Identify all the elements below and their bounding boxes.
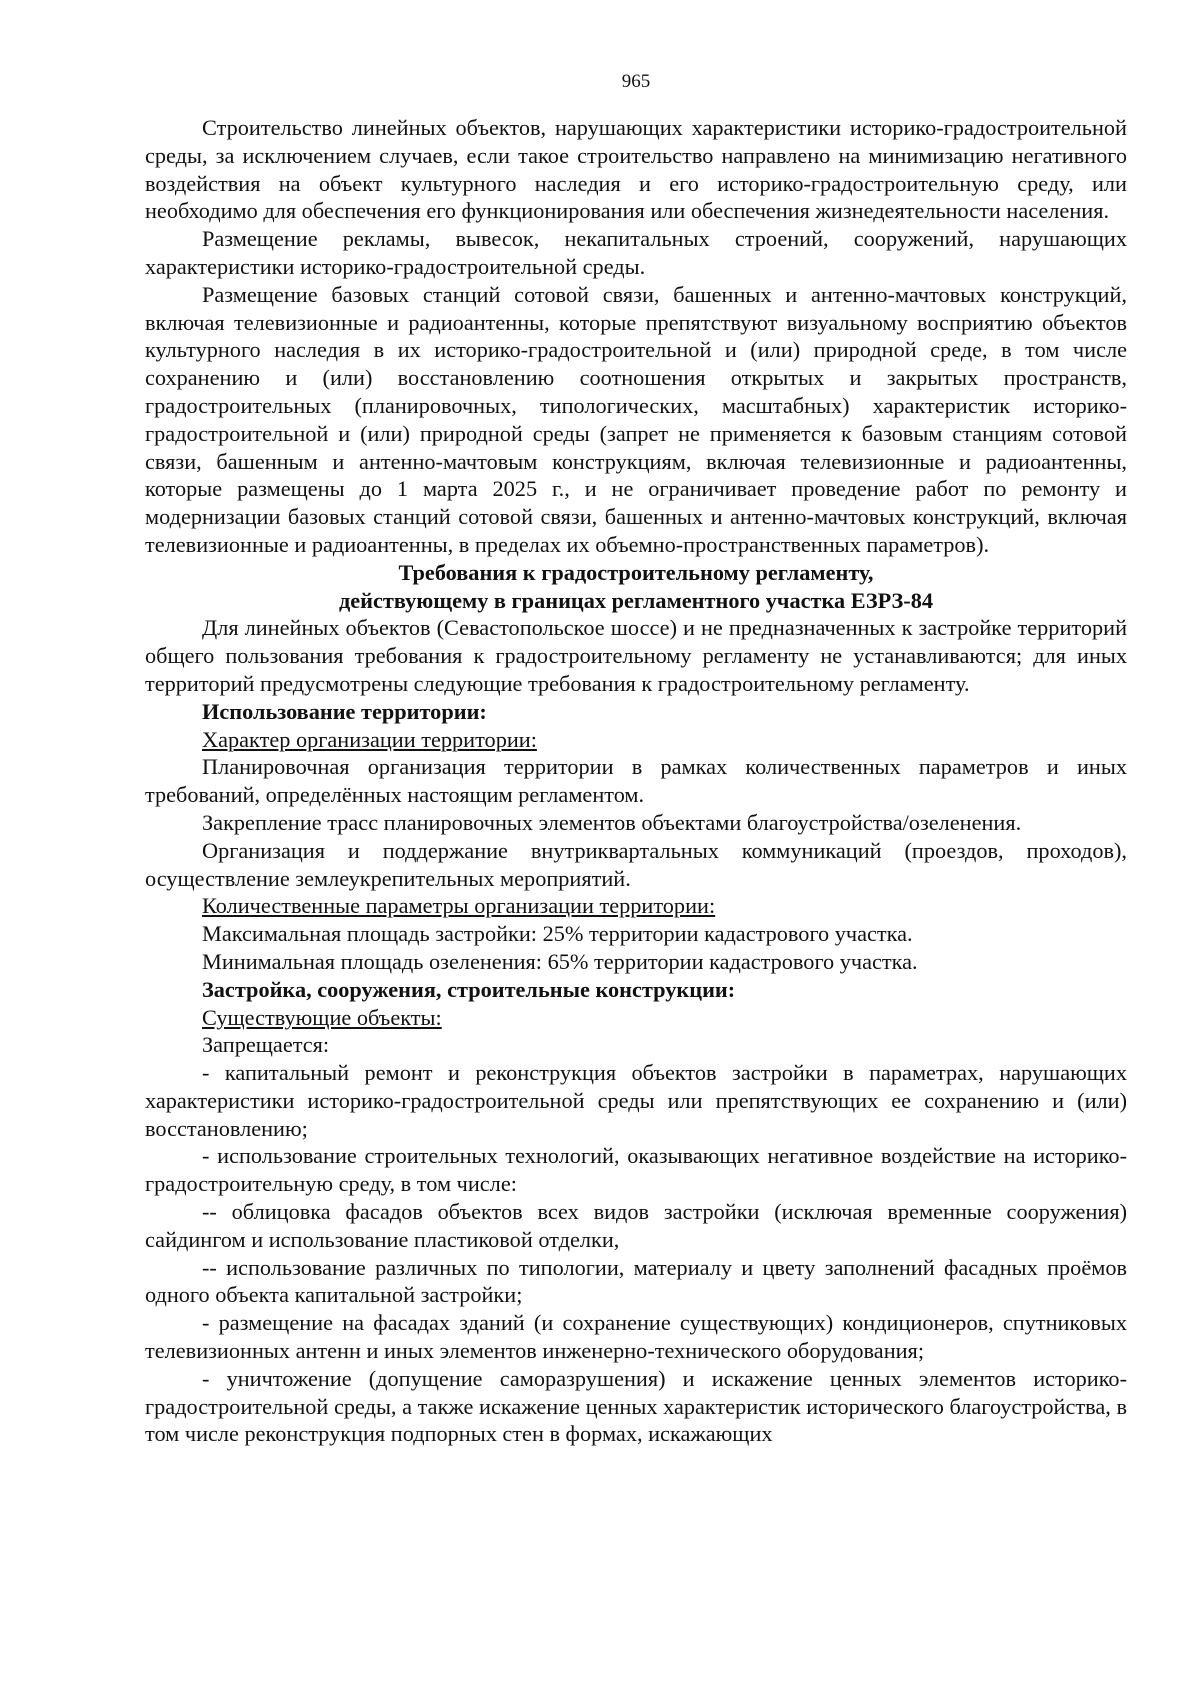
subsection-quantitative-label: Количественные параметры организации территории: xyxy=(202,893,716,919)
subsection-character-label: Характер организации территории: xyxy=(202,726,537,752)
subsection-character xyxy=(145,726,1127,754)
paragraph-max-building-area: Максимальная площадь застройки: 25% территории кадастрового участка. xyxy=(202,921,913,947)
subsection-quantitative xyxy=(145,892,1127,920)
subheading-territory-use: Использование территории: xyxy=(202,698,487,724)
paragraph-advertising: Размещение рекламы, вывесок, некапитальных строений, сооружений, нарушающих характеристики историко-градостроительной среды. xyxy=(145,226,1127,279)
paragraph-prohibited: Запрещается: xyxy=(202,1032,330,1058)
paragraph-base-stations: Размещение базовых станций сотовой связи, башенных и антенно-мачтовых конструкций, включая телевизионные и радиоантенны, которые препятствуют визуальному восприятию объектов культурного наследия в их историко-градостроительной и (или) природной среде, в том числе сохранению и (или) восстановлению соотношения открытых и закрытых пространств, градостроительных (планировочных, типологических, масштабных) характеристик историко-градостроительной и (или) природной среды (запрет не применяется к базовым станциям сотовой связи, башенным и антенно-мачтовым конструкциям, включая телевизионные и радиоантенны, которые размещены до 1 марта 2025 г., и не ограничивает проведение работ по ремонту и модернизации базовых станций сотовой связи, башенных и антенно-мачтовых конструкций, включая телевизионные и радиоантенны, в пределах их объемно-пространственных параметров). xyxy=(145,281,1127,557)
subsection-existing-objects xyxy=(145,1004,1127,1032)
list-item-capital-repair: - капитальный ремонт и реконструкция объектов застройки в параметрах, нарушающих характеристики историко-градостроительной среды или препятствующих ее сохранению и (или) восстановлению; xyxy=(145,1060,1127,1141)
section-heading xyxy=(145,559,1127,615)
paragraph-planning-organization: Планировочная организация территории в рамках количественных параметров и иных требований, определённых настоящим регламентом. xyxy=(145,754,1127,808)
section-heading-line-2: действующему в границах регламентного участка ЕЗРЗ-84 xyxy=(338,587,934,613)
paragraph-linear-objects: Строительство линейных объектов, нарушающих характеристики историко-градостроительной среды, за исключением случаев, если такое строительство направлено на минимизацию негативного воздействия на объект культурного наследия и его историко-градостроительную среду, или необходимо для обеспечения его функционирования или обеспечения жизнедеятельности населения. xyxy=(145,115,1127,224)
section-heading-line-1: Требования к градостроительному регламенту, xyxy=(398,559,874,585)
list-item-construction-technologies: - использование строительных технологий, оказывающих негативное воздействие на историко-градостроительную среду, в том числе: xyxy=(145,1143,1127,1197)
paragraph-communications: Организация и поддержание внутриквартальных коммуникаций (проездов, проходов), осуществление землеукрепительных мероприятий. xyxy=(145,837,1127,891)
paragraph-min-greening-area: Минимальная площадь озеленения: 65% территории кадастрового участка. xyxy=(202,948,918,974)
page-number: 965 xyxy=(621,71,651,92)
list-item-openings: -- использование различных по типологии, материалу и цвету заполнений фасадных проёмов одного объекта капитальной застройки; xyxy=(145,1254,1127,1308)
list-item-facade-equipment: - размещение на фасадах зданий (и сохранение существующих) кондиционеров, спутниковых телевизионных антенн и иных элементов инженерно-технического оборудования; xyxy=(145,1310,1127,1364)
paragraph-linear-requirements: Для линейных объектов (Севастопольское шоссе) и не предназначенных к застройке территорий общего пользования требования к градостроительному регламенту не устанавливаются; для иных территорий предусмотрены следующие требования к градостроительному регламенту. xyxy=(145,615,1127,696)
subsection-existing-objects-label: Существующие объекты: xyxy=(202,1004,442,1030)
paragraph-routes-fixing: Закрепление трасс планировочных элементов объектами благоустройства/озеленения. xyxy=(202,809,1022,835)
document-page xyxy=(145,0,1127,1696)
list-item-destruction: - уничтожение (допущение саморазрушения) и искажение ценных элементов историко-градостроительной среды, а также искажение ценных характеристик исторического благоустройства, в том числе реконструкция подпорных стен в формах, искажающих xyxy=(145,1365,1127,1447)
list-item-siding: -- облицовка фасадов объектов всех видов застройки (исключая временные сооружения) сайдингом и использование пластиковой отделки, xyxy=(145,1199,1127,1252)
subheading-buildings: Застройка, сооружения, строительные конструкции: xyxy=(202,976,736,1002)
document-body xyxy=(145,114,1127,1448)
